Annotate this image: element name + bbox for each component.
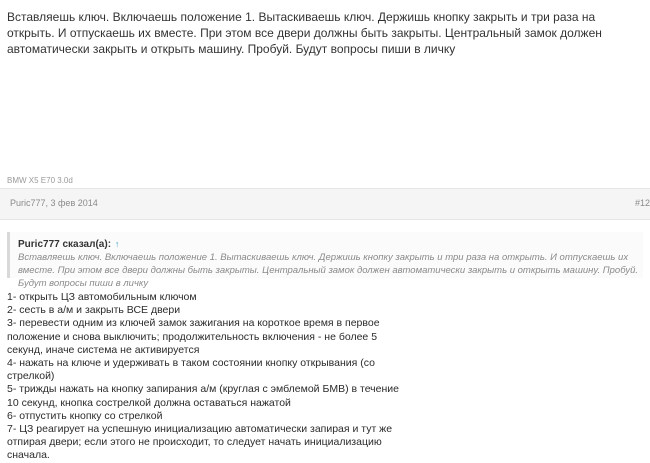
post-author-date[interactable]: Puric777, 3 фев 2014 [10, 198, 98, 208]
quote-header [18, 239, 119, 250]
step-item: 7- ЦЗ реагирует на успешную инициализацию автоматически запирая и тут же отпирая двери; если этого не происходит, то следует начать инициализацию сначала. [7, 423, 393, 462]
step-item: 2- сесть в а/м и закрыть ВСЕ двери [7, 304, 181, 317]
post-signature: BMW X5 E70 3.0d [7, 176, 73, 185]
quote-text: Вставляешь ключ. Включаешь положение 1. Вытаскиваешь ключ. Держишь кнопку закрыть и три раза на открыть. И отпускаешь их вместе. При этом все двери должны быть закрыты. Центральный замок должен автоматически закрыть и открыть машину. Пробуй. Будут вопросы пиши в личку [18, 252, 638, 289]
arrow-up-icon[interactable]: ↑ [114, 239, 120, 249]
reply-message [7, 291, 407, 463]
step-item: 6- отпустить кнопку со стрелкой [7, 409, 163, 422]
quote-author[interactable]: Puric777 сказал(а): [18, 239, 112, 250]
post-message: Вставляешь ключ. Включаешь положение 1. Вытаскиваешь ключ. Держишь кнопку закрыть и три раза на открыть. И отпускаешь их вместе. При этом все двери должны быть закрыты. Центральный замок должен автоматически закрыть и открыть машину. Пробуй. Будут вопросы пиши в личку [7, 10, 602, 56]
step-item: 5- трижды нажать на кнопку запирания а/м (круглая с эмблемой БМВ) в течение 10 секунд, кнопка сострелкой должна оставаться нажатой [7, 383, 399, 409]
post-meta-bar [0, 188, 650, 220]
post-number-link[interactable]: #12 [634, 198, 650, 208]
quote-block [7, 232, 643, 289]
step-item: 1- открыть ЦЗ автомобильным ключом [7, 291, 197, 303]
first-post [0, 0, 650, 225]
step-item: 4- нажать на ключе и удерживать в таком состоянии кнопку открывания (со стрелкой) [7, 357, 375, 383]
step-item: 3- перевести одним из ключей замок зажигания на короткое время в первое положение и снова выключить; продолжительность включения - не более 5 секунд, иначе система не активируется [7, 317, 380, 356]
